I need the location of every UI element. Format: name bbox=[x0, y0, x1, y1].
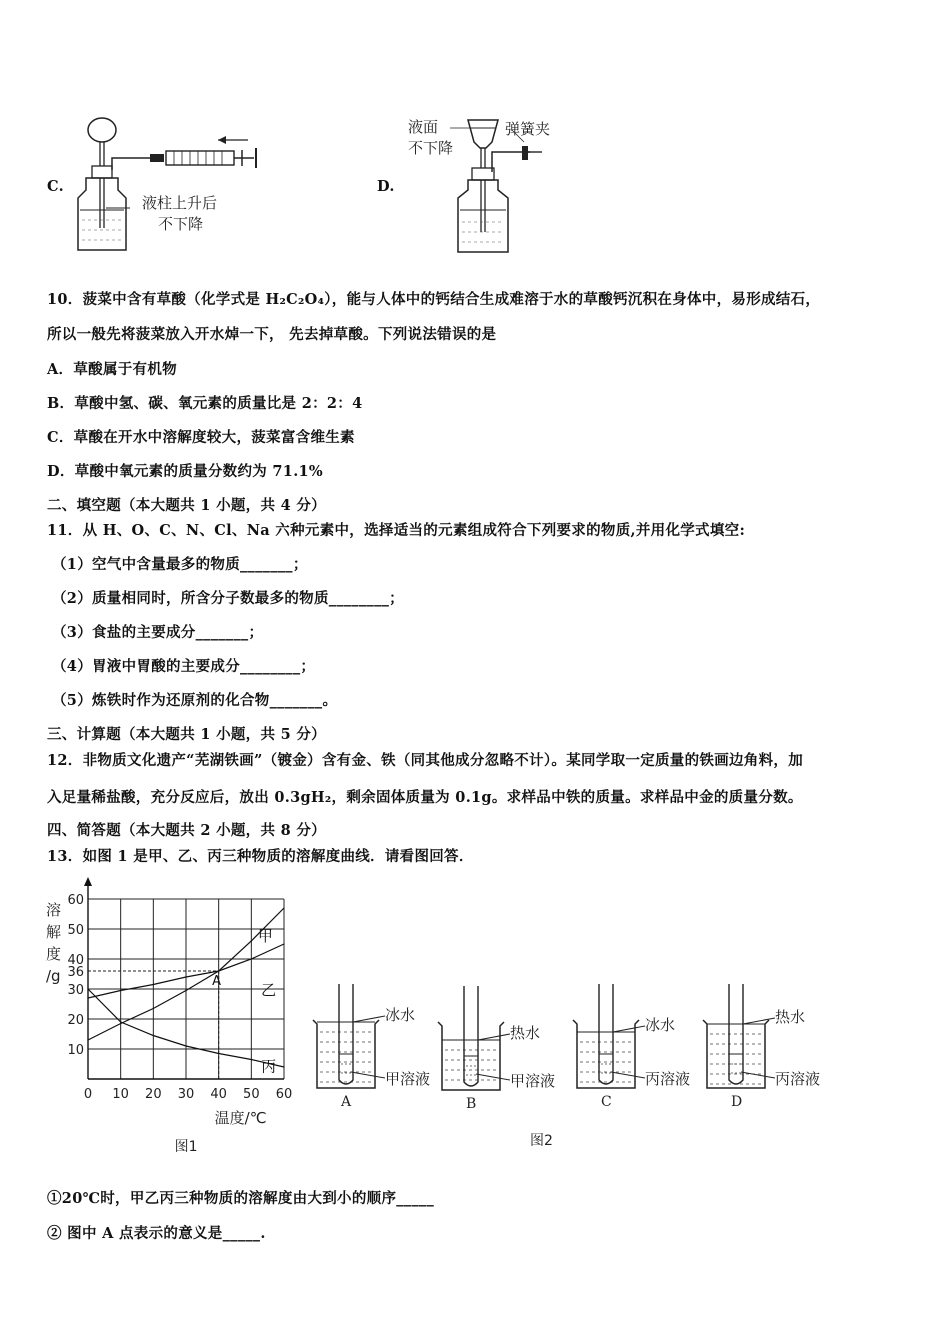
y-axis-label-char: /g bbox=[46, 967, 61, 985]
y-tick-label: 50 bbox=[67, 923, 84, 938]
figure2-caption: 图2 bbox=[530, 1133, 553, 1149]
beaker-solution-label: 丙溶液 bbox=[645, 1070, 691, 1088]
q12-line1: 12．非物质文化遗产“芜湖铁画”（镀金）含有金、铁（同其他成分忽略不计）。某同学取一定质量的铁画边角料，加 bbox=[47, 752, 804, 769]
series-point-3 bbox=[87, 988, 88, 989]
option-c-note-line2: 不下降 bbox=[158, 215, 204, 233]
series-name-label: 乙 bbox=[261, 981, 277, 999]
series-point-3 bbox=[251, 1059, 252, 1060]
series-point-3 bbox=[120, 1021, 121, 1022]
series-point-2 bbox=[283, 943, 284, 944]
solubility-chart bbox=[40, 875, 310, 1155]
x-tick-label: 60 bbox=[275, 1087, 293, 1102]
series-point-2 bbox=[251, 958, 252, 959]
x-tick-label: 40 bbox=[210, 1087, 227, 1102]
y-axis-arrow bbox=[84, 877, 92, 886]
section4-heading: 四、简答题（本大题共 2 小题，共 8 分） bbox=[47, 822, 326, 839]
q11-item-1: （1）空气中含量最多的物质_______； bbox=[52, 556, 308, 573]
figure1-caption: 图1 bbox=[174, 1139, 198, 1155]
beaker-water-label: 冰水 bbox=[645, 1016, 676, 1034]
series-point-1 bbox=[283, 907, 284, 908]
series-name-label: 甲 bbox=[257, 927, 273, 945]
series-point-2 bbox=[87, 997, 88, 998]
y-tick-label: 10 bbox=[67, 1043, 84, 1058]
series-point-3 bbox=[283, 1066, 284, 1067]
beaker-letter: A bbox=[341, 1094, 352, 1110]
beaker-letter: B bbox=[466, 1096, 477, 1112]
beaker-water-label: 热水 bbox=[510, 1024, 541, 1042]
series-point-1 bbox=[120, 1023, 121, 1024]
series-point-1 bbox=[87, 1039, 88, 1040]
q10-stem-line2: 所以一般先将菠菜放入开水焯一下， 先去掉草酸。下列说法错误的是 bbox=[47, 326, 497, 343]
q13-part-1: ①20℃时，甲乙丙三种物质的溶解度由大到小的顺序_____ bbox=[47, 1190, 435, 1207]
beaker-solution-label: 甲溶液 bbox=[510, 1072, 556, 1090]
q11-item-4: （4）胃液中胃酸的主要成分________； bbox=[52, 658, 316, 675]
q11-item-3: （3）食盐的主要成分_______； bbox=[52, 624, 264, 641]
y-axis-label-char: 度 bbox=[46, 945, 62, 963]
q11-item-2: （2）质量相同时，所含分子数最多的物质________； bbox=[52, 590, 404, 607]
q13-part-2: ② 图中 A 点表示的意义是_____. bbox=[47, 1225, 266, 1242]
y-axis-label-char: 解 bbox=[46, 923, 62, 941]
series-point-1 bbox=[185, 990, 186, 991]
q11-item-5: （5）炼铁时作为还原剂的化合物_______。 bbox=[52, 692, 338, 709]
section3-heading: 三、计算题（本大题共 1 小题，共 5 分） bbox=[47, 726, 326, 743]
option-d-letter: D. bbox=[377, 178, 395, 195]
beaker-solution-label: 甲溶液 bbox=[385, 1070, 431, 1088]
series-point-3 bbox=[185, 1045, 186, 1046]
x-tick-label: 30 bbox=[177, 1087, 195, 1102]
series-point-2 bbox=[120, 990, 121, 991]
q10-option-d: D．草酸中氧元素的质量分数约为 71.1% bbox=[47, 463, 324, 480]
x-tick-label: 20 bbox=[145, 1087, 162, 1102]
y-tick-label: 30 bbox=[67, 983, 84, 998]
series-point-1 bbox=[153, 1008, 154, 1009]
y-tick-label: 20 bbox=[67, 1013, 84, 1028]
series-point-3 bbox=[153, 1035, 154, 1036]
beaker-letter: D bbox=[731, 1094, 743, 1110]
y-tick-label: 60 bbox=[67, 893, 84, 908]
x-tick-label: 10 bbox=[112, 1087, 129, 1102]
series-point-2 bbox=[218, 970, 219, 971]
option-d-clamp-note: 弹簧夹 bbox=[505, 120, 551, 138]
beaker-water-label: 冰水 bbox=[385, 1006, 416, 1024]
option-c-note-line1: 液柱上升后 bbox=[142, 194, 218, 212]
option-d-surface-note-line2: 不下降 bbox=[408, 139, 454, 157]
option-d-surface-note-line1: 液面 bbox=[408, 118, 439, 136]
q10-option-a: A．草酸属于有机物 bbox=[47, 361, 177, 378]
y-tick-label: 40 bbox=[67, 953, 84, 968]
x-tick-label: 0 bbox=[83, 1087, 93, 1102]
q10-stem-line1: 10．菠菜中含有草酸（化学式是 H₂C₂O₄），能与人体中的钙结合生成难溶于水的草酸钙沉积在身体中，易形成结石， bbox=[47, 291, 821, 308]
q10-option-c: C．草酸在开水中溶解度较大，菠菜富含维生素 bbox=[47, 429, 355, 446]
beaker-water-label: 热水 bbox=[775, 1008, 806, 1026]
q13-stem: 13．如图 1 是甲、乙、丙三种物质的溶解度曲线．请看图回答． bbox=[47, 848, 474, 865]
x-axis-label: 温度/℃ bbox=[214, 1109, 267, 1127]
x-tick-label: 50 bbox=[243, 1087, 260, 1102]
series-point-2 bbox=[153, 984, 154, 985]
apparatus-d-icon bbox=[450, 112, 560, 257]
beaker-solution-label: 丙溶液 bbox=[775, 1070, 821, 1088]
series-point-1 bbox=[251, 940, 252, 941]
series-point-3 bbox=[218, 1053, 219, 1054]
series-point-2 bbox=[185, 976, 186, 977]
option-c-letter: C. bbox=[47, 178, 64, 195]
y-axis-label-char: 溶 bbox=[46, 901, 62, 919]
q12-line2: 入足量稀盐酸，充分反应后，放出 0.3gH₂，剩余固体质量为 0.1g。求样品中铁的质量。求样品中金的质量分数。 bbox=[47, 789, 803, 806]
apparatus-c-icon bbox=[70, 108, 270, 258]
series-name-label: 丙 bbox=[261, 1057, 277, 1076]
beaker-letter: C bbox=[601, 1094, 612, 1110]
q10-option-b: B．草酸中氢、碳、氧元素的质量比是 2：2：4 bbox=[47, 395, 363, 412]
beaker-d bbox=[695, 980, 895, 1120]
section2-heading: 二、填空题（本大题共 1 小题，共 4 分） bbox=[47, 497, 326, 514]
q11-stem: 11．从 H、O、C、N、Cl、Na 六种元素中，选择适当的元素组成符合下列要求的物质,并用化学式填空: bbox=[47, 522, 746, 539]
point-a-label: A bbox=[212, 974, 222, 989]
y-tick-label: 36 bbox=[67, 965, 84, 980]
